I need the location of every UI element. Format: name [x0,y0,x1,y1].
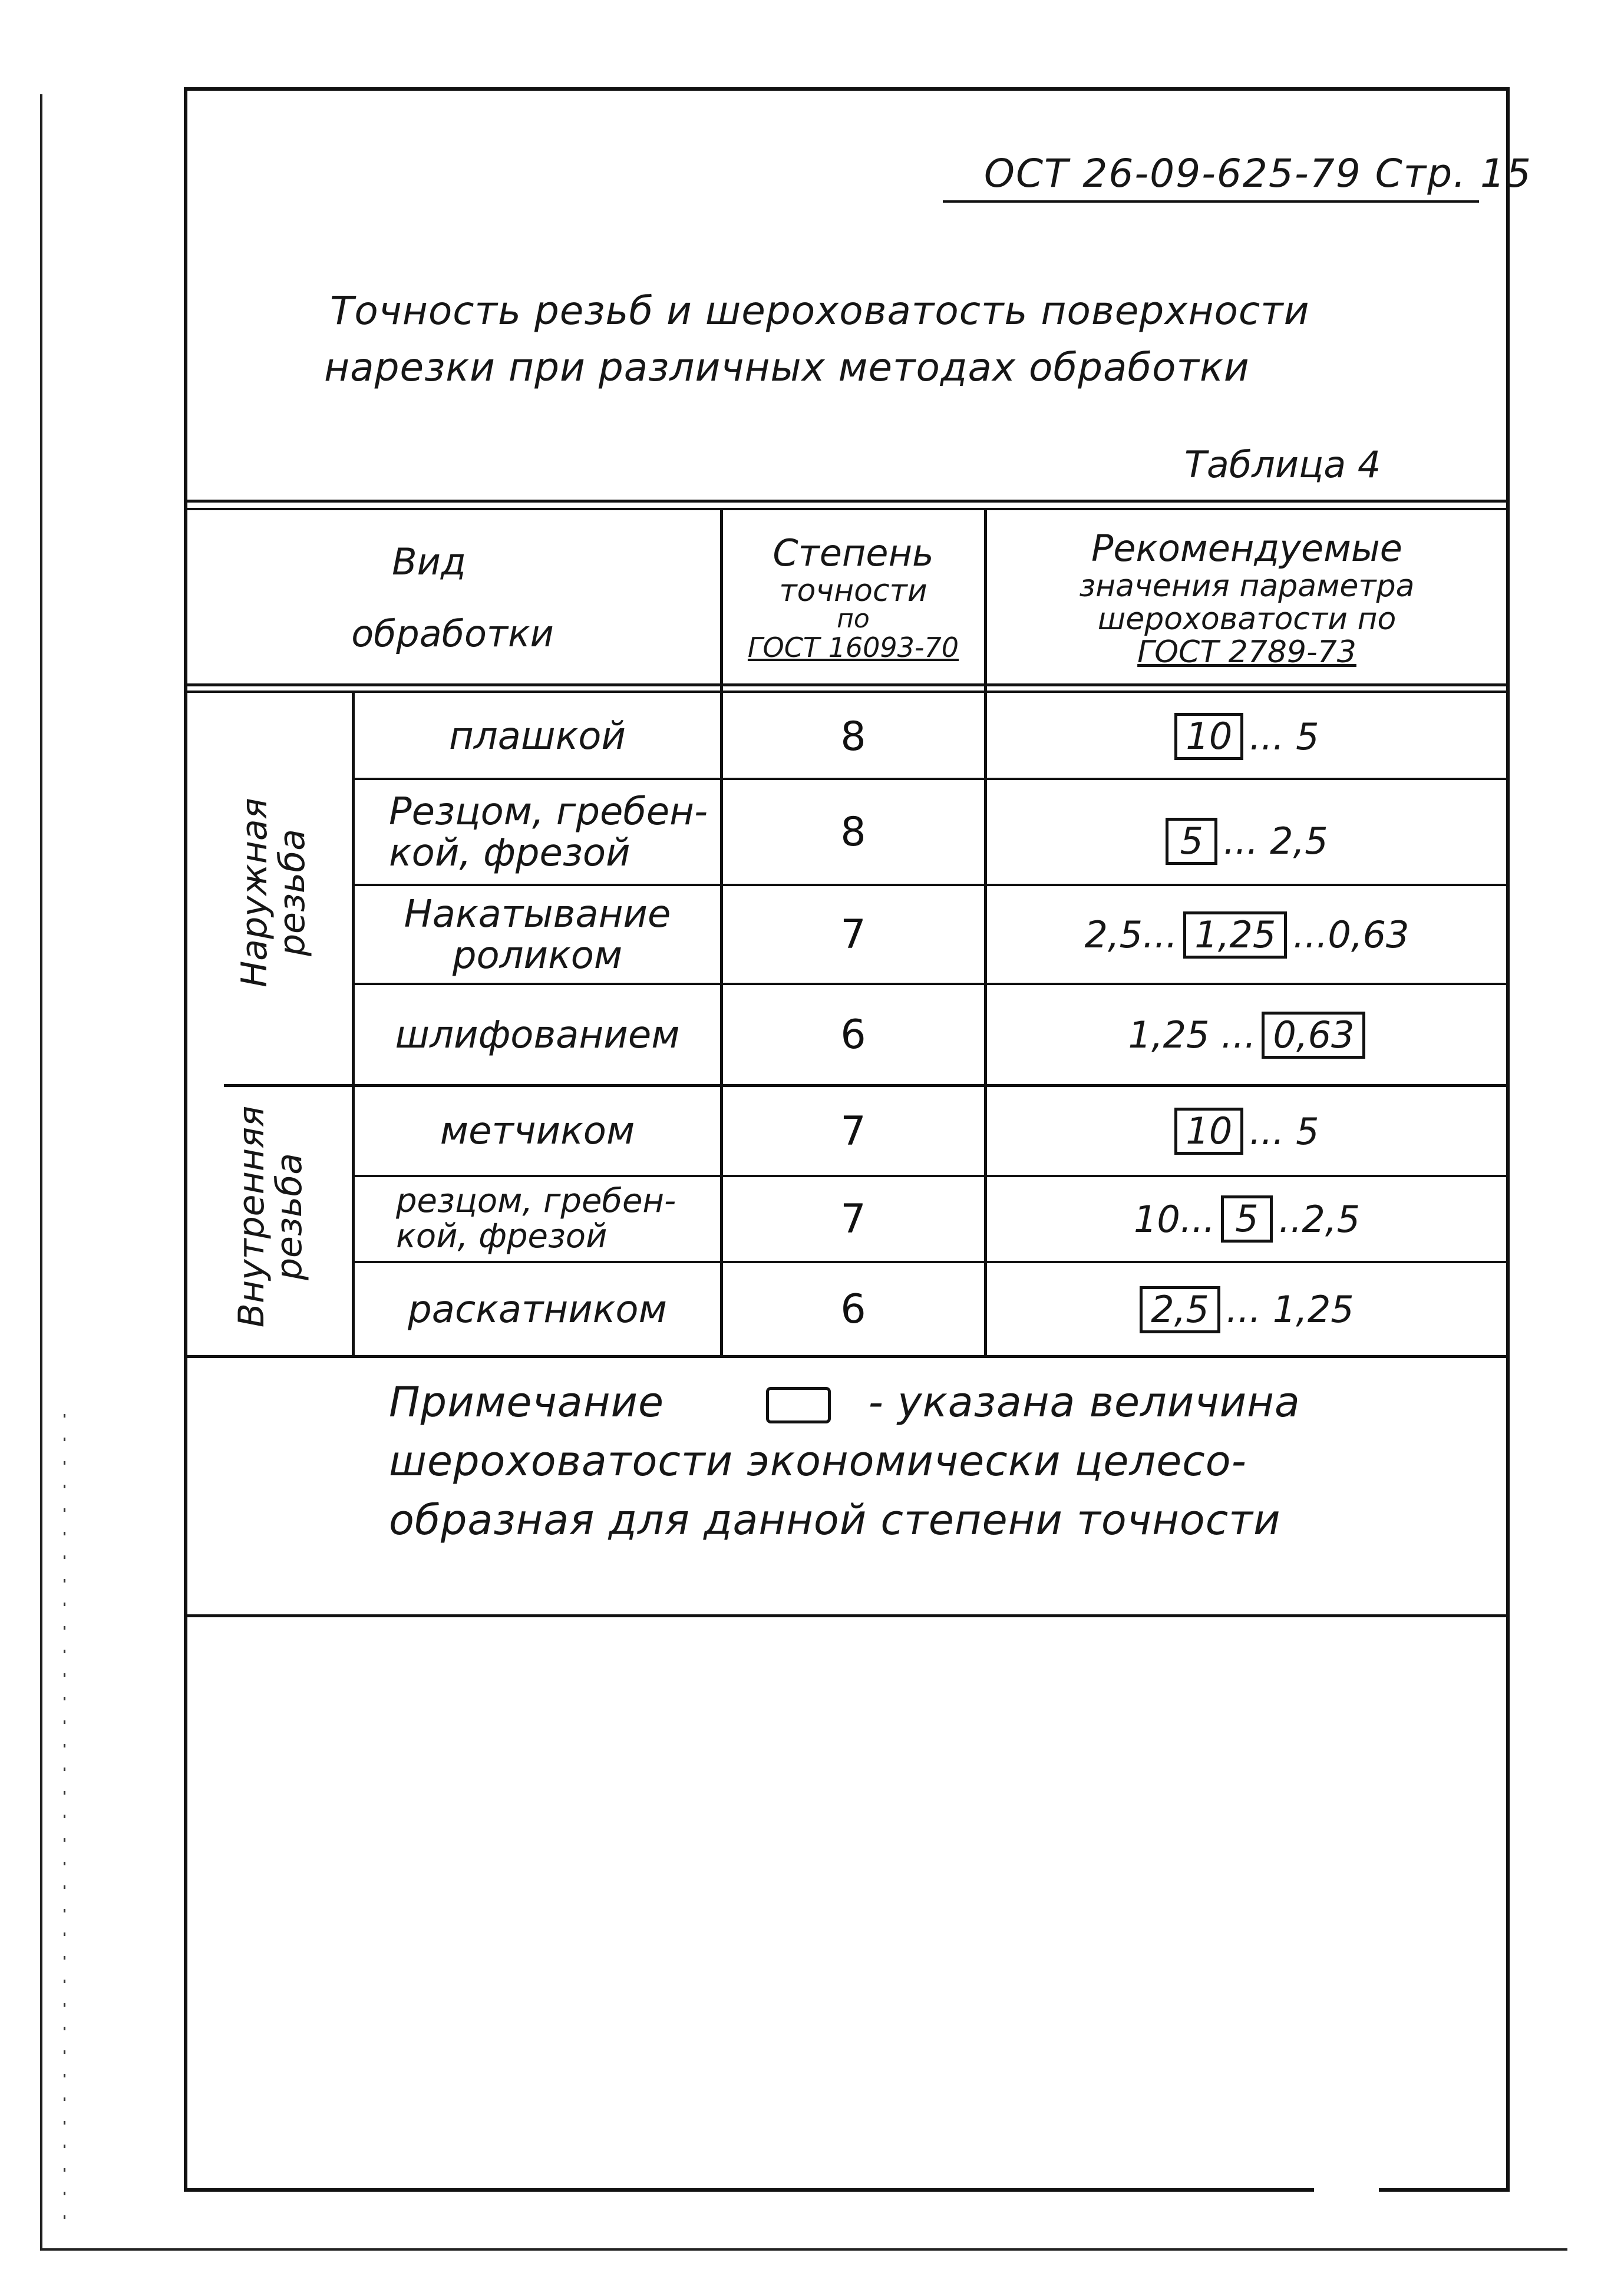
roughness-cell [988,887,1506,983]
method-cell: плашкой [449,715,626,758]
degree-cell: 8 [840,713,866,760]
roughness-boxed-value: 0,63 [1262,1012,1365,1059]
document-code-underline [943,200,1479,203]
header-precision-line: по [837,604,870,634]
sheet-bottom-edge [41,2248,1567,2251]
degree-cell: 6 [840,1012,866,1058]
note-text: - указана величина [868,1378,1300,1426]
header-method-line: обработки [351,612,554,655]
roughness-post: ... 1,25 [1226,1288,1354,1331]
header-bottom-rule-2 [187,691,1507,693]
roughness-post: ... 5 [1249,1109,1319,1153]
note-line-3: образная для данной степени точности [389,1496,1281,1544]
header-roughness-line: ГОСТ 2789-73 [1137,635,1356,670]
roughness-boxed-value: 10 [1174,1108,1243,1155]
group-label-line: резьба [272,828,313,957]
roughness-boxed-value: 5 [1221,1195,1273,1243]
table-note [389,1373,1450,1550]
group-label-external [236,701,324,1084]
group-label-line: резьба [269,1152,310,1281]
frame-gap [1314,2188,1379,2192]
roughness-cell [988,986,1506,1084]
group-label-internal [233,1040,321,1393]
note-box-symbol [766,1387,831,1423]
note-line-2: шероховатости экономически целесо- [389,1437,1247,1485]
roughness-cell [988,781,1506,884]
header-precision-line: Степень [773,531,934,574]
column-rule-2 [984,508,987,1356]
roughness-pre: 10... [1133,1197,1215,1241]
header-roughness [988,518,1506,678]
row-rule [354,983,1507,985]
sheet-left-edge [40,94,42,2251]
header-precision-line: ГОСТ 16093-70 [747,632,959,663]
roughness-boxed-value: 1,25 [1183,911,1287,959]
roughness-cell [988,1177,1506,1261]
method-cell: Резцом, гребен- кой, фрезой [389,789,708,875]
degree-cell: 7 [840,1108,866,1155]
row-rule [354,884,1507,886]
roughness-pre: 2,5... [1084,913,1178,956]
degree-cell: 7 [840,1195,866,1243]
table-top-rule-2 [187,508,1507,510]
method-cell: Накатывание роликом [404,892,671,977]
note-label: Примечание [389,1378,665,1426]
roughness-cell [988,1264,1506,1355]
page-frame-bottom [184,2188,1510,2192]
row-rule [354,1261,1507,1263]
header-method-line: Вид [392,540,466,583]
roughness-post: ..2,5 [1279,1197,1361,1241]
roughness-cell [988,1088,1506,1175]
column-rule-1 [720,508,723,1356]
header-roughness-line: шероховатости по [1097,602,1397,637]
header-roughness-line: значения параметра [1079,569,1415,604]
document-title [324,283,1450,396]
document-code: ОСТ 26-09-625-79 Стр. 15 [984,151,1533,196]
degree-cell: 8 [840,809,866,855]
header-method [187,518,718,678]
table-bottom-rule [187,1355,1507,1358]
degree-cell: 6 [840,1286,866,1333]
row-rule [354,778,1507,780]
note-bottom-rule [187,1614,1507,1617]
group-label-line: Наружная [234,798,275,987]
method-cell: метчиком [440,1109,635,1153]
roughness-boxed-value: 10 [1174,713,1243,760]
roughness-pre: 1,25 ... [1128,1013,1256,1056]
degree-cell: 7 [840,911,866,958]
roughness-boxed-value: 2,5 [1140,1286,1220,1333]
table-top-rule [187,500,1507,503]
roughness-post: ...0,63 [1293,913,1409,956]
roughness-cell [988,695,1506,778]
header-precision-line: точности [779,573,927,609]
roughness-post: ... 5 [1249,715,1319,758]
method-cell: шлифованием [395,1013,680,1057]
table-number: Таблица 4 [1184,443,1381,486]
roughness-post: ... 2,5 [1223,820,1328,863]
header-roughness-line: Рекомендуемые [1091,527,1402,570]
header-bottom-rule [187,683,1507,686]
method-cell: раскатником [408,1287,667,1332]
roughness-boxed-value: 5 [1166,818,1217,865]
note-line-1 [389,1373,1450,1432]
margin-dots [64,1414,65,2239]
header-precision [724,518,983,678]
title-line-2: нарезки при различных методах обработки [324,345,1250,390]
method-cell: резцом, гребен- кой, фрезой [396,1182,676,1256]
group-label-line: Внутренняя [231,1105,272,1328]
group-separator-rule [224,1084,1507,1087]
title-line-1: Точность резьб и шероховатость поверхности [330,288,1310,333]
